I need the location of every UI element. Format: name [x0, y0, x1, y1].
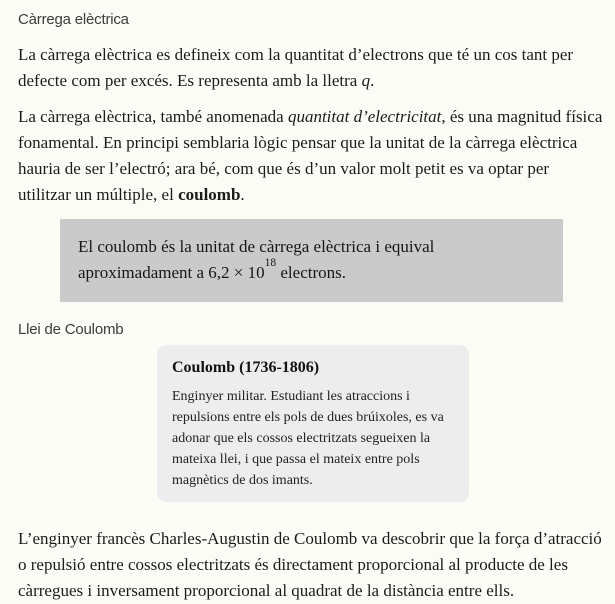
paragraph-charge-definition-period: .: [370, 71, 375, 90]
paragraph-charge-unit-part2: , és una magnitud física fonamental. En principi semblaria lògic pensar que la unitat de la càrrega elèctrica hauria de ser l’electró; ara bé, com que és d’un valor molt petit es va optar per utilitzar un múltiple, el: [18, 107, 603, 204]
bio-card-title: Coulomb (1736-1806): [172, 359, 320, 376]
section-heading-llei-de-coulomb: Llei de Coulomb: [18, 321, 124, 338]
paragraph-charge-definition-text: La càrrega elèctrica es defineix com la quantitat d’electrons que té un cos tant per defecte com per excés. Es representa amb la lletra: [18, 45, 574, 90]
paragraph-charge-unit: [18, 104, 603, 208]
phrase-quantitat-electricitat: quantitat d’electricitat: [287, 107, 442, 126]
coulomb-definition-before-exponent: El coulomb és la unitat de càrrega elèctrica i equival aproximadament a 6,2 × 10: [78, 237, 435, 282]
paragraph-charge-definition: [18, 42, 603, 94]
exponent-18: 18: [264, 257, 277, 270]
paragraph-charge-unit-part1: La càrrega elèctrica, també anomenada: [18, 107, 288, 126]
paragraph-coulomb-law: L’enginyer francès Charles-Augustin de Coulomb va descobrir que la força d’atracció o repulsió entre cossos electritzats és directament proporcional al producte de les càrregues i inversament proporcional al quadrat de la distància entre ells.: [18, 529, 602, 600]
section-heading-carrega-electrica: Càrrega elèctrica: [18, 11, 129, 28]
charge-symbol-q: q: [361, 71, 371, 90]
word-coulomb-bold: coulomb: [178, 185, 241, 204]
coulomb-definition-callout: [60, 219, 563, 302]
coulomb-bio-card: [157, 345, 469, 502]
paragraph-charge-unit-part3: .: [240, 185, 245, 204]
coulomb-definition-text: [78, 234, 545, 286]
bio-card-body: Enginyer militar. Estudiant les atraccions i repulsions entre els pols de dues brúixoles, es va adonar que els cossos electritzats segueixen la mateixa llei, i que passa el mateix entre pols magnètics de dos imants.: [172, 389, 444, 488]
coulomb-definition-after-exponent: electrons.: [276, 263, 346, 282]
